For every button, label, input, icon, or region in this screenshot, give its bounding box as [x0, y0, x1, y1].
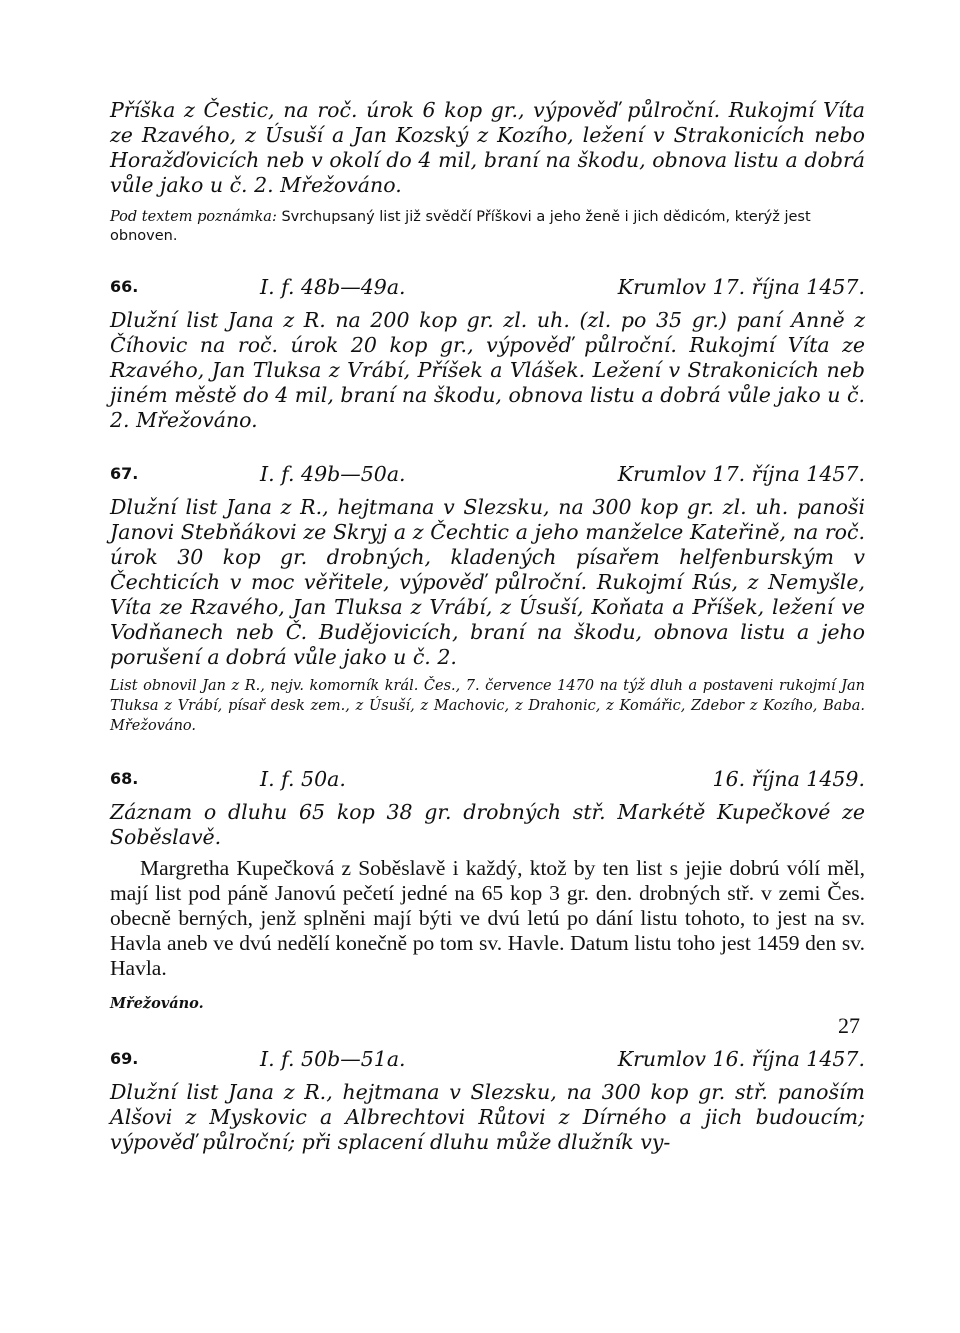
entry-66-text: Dlužní list Jana z R. na 200 kop gr. zl. uh. (zl. po 35 gr.) paní Anně z Číhovic na roč. úrok 20 kop gr., výpověď půlroční. Rukojmí Víta ze Rzavého, Jan Tluksa z Vrábí, Příšek a Vlášek. Ležení v Strakonicích neb jiném městě do 4 mil, braní na škodu, obnova listu a dobrá vůle jako u č. 2. Mřežováno. — [110, 308, 865, 432]
entry-68-text: Záznam o dluhu 65 kop 38 gr. drobných stř. Markétě Kupečkové ze Soběslavě. — [110, 800, 865, 849]
entry-folio: I. f. 49b—50a. — [260, 462, 406, 486]
note-text: Svrchupsaný list již svědčí Příškovi a jeho ženě i jich dědicóm, kterýž jest obnoven. — [110, 209, 811, 244]
entry-67-note: List obnovil Jan z R., nejv. komorník král. Čes., 7. července 1470 na týž dluh a postaveni rukojmí Jan Tluksa z Vrábí, písař desk zem., z Úsuší, z Machovic, z Drahonic, z Komářic, Zdebor z Kozího, Baba. Mřežováno. — [110, 678, 865, 734]
entry-67-header — [110, 461, 865, 487]
entry-number: 69. — [110, 1049, 139, 1068]
entry-69-header — [110, 1046, 865, 1072]
entry-folio: I. f. 48b—49a. — [260, 275, 406, 299]
entry-date: Krumlov 17. října 1457. — [617, 462, 865, 486]
entry-date: Krumlov 16. října 1457. — [617, 1047, 865, 1071]
entry-folio: I. f. 50b—51a. — [260, 1047, 406, 1071]
entry-number: 66. — [110, 277, 139, 296]
entry-folio: I. f. 50a. — [260, 767, 346, 791]
note-label: Pod textem poznámka: — [110, 209, 277, 225]
entry-68-transcript: Margretha Kupečková z Soběslavě i každý, ktož by ten list s jejie dobrú vólí měl, mají list pod páně Janovú pečetí jedné na 65 kop 3 gr. den. drobných stř. v zemi Čes. obecně berných, jenž splněni mají býti ve dvú letú po dání listu tohoto, to jest na sv. Havla aneb ve dvú nedělí konečně po tom sv. Havle. Datum listu toho jest 1459 den sv. Havla. — [110, 856, 865, 980]
page-body — [110, 98, 865, 1155]
intro-text: Příška z Čestic, na roč. úrok 6 kop gr., výpověď půlroční. Rukojmí Víta ze Rzavého, z Úsuší a Jan Kozský z Kozího, ležení v Strakonicích nebo Horažďovicích neb v okolí do 4 mil, braní na škodu, obnova listu a dobrá vůle jako u č. 2. Mřežováno. — [110, 98, 865, 197]
entry-68-header — [110, 766, 865, 792]
entry-date: 16. října 1459. — [712, 767, 865, 791]
intro-note — [110, 208, 865, 246]
entry-68-signature: Mřežováno. — [110, 995, 204, 1012]
entry-66-header — [110, 274, 865, 300]
page-number: 27 — [838, 1013, 860, 1038]
entry-69-text: Dlužní list Jana z R., hejtmana v Slezsku, na 300 kop gr. stř. panoším Alšovi z Myskovic a Albrechtovi Růtovi z Dírného a jich budoucím; výpověď půlroční; při splacení dluhu může dlužník vy- — [110, 1080, 865, 1154]
entry-number: 68. — [110, 769, 139, 788]
entry-67-text: Dlužní list Jana z R., hejtmana v Slezsku, na 300 kop gr. zl. uh. panoši Janovi Stebňákovi ze Skryj a z Čechtic a jeho manželce Kateřině, na roč. úrok 30 kop gr. drobných, kladených písařem helfenburským v Čechticích v moc věřitele, výpověď půlroční. Rukojmí Rús, z Nemyšle, Víta ze Rzavého, Jan Tluksa z Vrábí, z Úsuší, Koňata a Příšek, ležení ve Vodňanech neb Č. Budějovicích, braní na škodu, obnova listu a jeho porušení a dobrá vůle jako u č. 2. — [110, 495, 865, 669]
entry-number: 67. — [110, 464, 139, 483]
entry-date: Krumlov 17. října 1457. — [617, 275, 865, 299]
